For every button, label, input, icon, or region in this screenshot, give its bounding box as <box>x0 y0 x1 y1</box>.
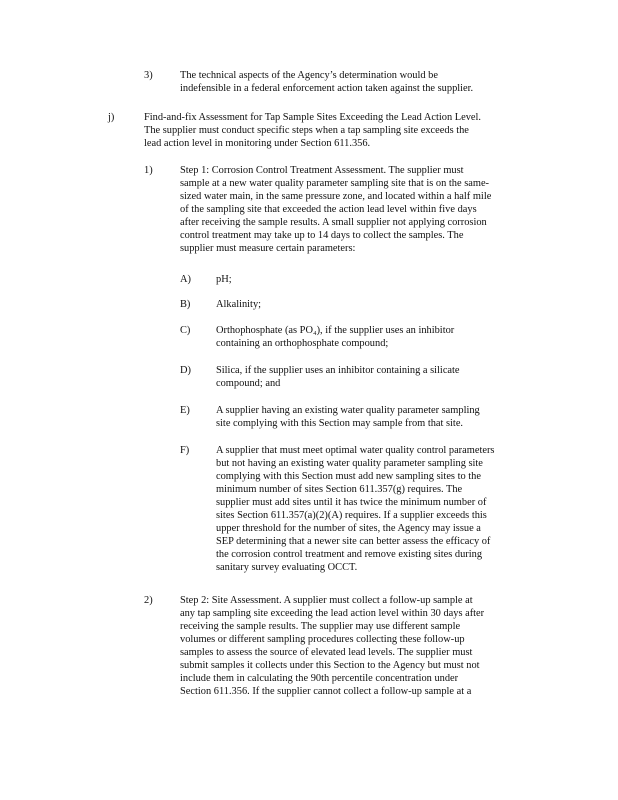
item-label-E: E) <box>180 405 190 416</box>
paragraph-E: A supplier having an existing water quality parameter sampling site complying with this Section may sample from that site. <box>216 405 480 429</box>
paragraph-j: Find-and-fix Assessment for Tap Sample Sites Exceeding the Lead Action Level. The supplier must conduct specific steps when a tap sampling site exceeds the lead action level in monitoring under Section 611.356. <box>144 112 481 149</box>
paragraph-3: The technical aspects of the Agency’s determination would be indefensible in a federal enforcement action taken against the supplier. <box>180 70 474 94</box>
paragraph-step-1: Step 1: Corrosion Control Treatment Assessment. The supplier must sample at a new water quality parameter sampling site that is on the same- sized water main, in the same pressure zone, and located within a half mile of the sampling site that exceeded the action lead level within five days after receiving the sample results. A small supplier not applying corrosion control treatment may take up to 14 days to collect the samples. The supplier must measure certain parameters: <box>180 165 492 254</box>
paragraph-C: Orthophosphate (as PO₄), if the supplier uses an inhibitor containing an orthophosphate compound; <box>216 325 455 349</box>
item-label-D: D) <box>180 365 191 376</box>
item-label-2: 2) <box>144 595 153 606</box>
item-label-A: A) <box>180 274 191 285</box>
item-label-C: C) <box>180 325 191 336</box>
item-label-3: 3) <box>144 70 153 81</box>
paragraph-B: Alkalinity; <box>216 299 262 310</box>
paragraph-A: pH; <box>216 274 232 285</box>
paragraph-D: Silica, if the supplier uses an inhibitor containing a silicate compound; and <box>216 365 460 389</box>
item-label-1: 1) <box>144 165 153 176</box>
paragraph-F: A supplier that must meet optimal water quality control parameters but not having an existing water quality parameter sampling site complying with this Section must add new sampling sites to the minimum number of sites Section 611.357(g) requires. The supplier must add sites until it has twice the minimum number of sites Section 611.357(a)(2)(A) requires. If a supplier exceeds this upper threshold for the number of sites, the Agency may issue a SEP determining that a newer site can better assess the efficacy of the corrosion control treatment and remove existing sites during sanitary survey evaluating OCCT. <box>216 445 495 573</box>
item-label-j: j) <box>108 112 115 123</box>
item-label-B: B) <box>180 299 191 310</box>
paragraph-step-2: Step 2: Site Assessment. A supplier must collect a follow-up sample at any tap sampling site exceeding the lead action level within 30 days after receiving the sample results. The supplier may use different sample volumes or different sampling procedures collecting these follow-up samples to assess the source of elevated lead levels. The supplier must submit samples it collects under this Section to the Agency but must not include them in calculating the 90th percentile concentration under Section 611.356. If the supplier cannot collect a follow-up sample at a <box>180 595 485 697</box>
item-label-F: F) <box>180 445 190 456</box>
